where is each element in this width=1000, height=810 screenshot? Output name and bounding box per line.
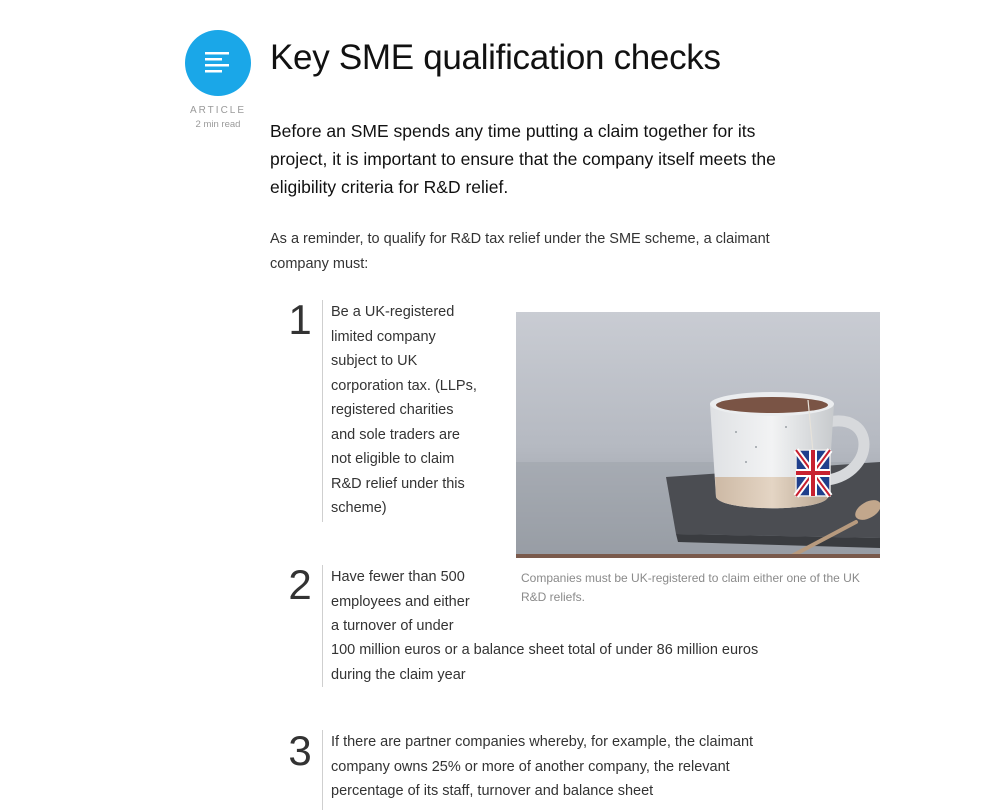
image-caption: Companies must be UK-registered to claim either one of the UK R&D reliefs.	[521, 571, 860, 604]
item-divider-2	[322, 565, 323, 687]
article-type-label: ARTICLE	[189, 105, 247, 116]
item-text-2-part-a: Have fewer than 500 employees and either a turnover of under	[331, 569, 470, 634]
item-text-3: If there are partner companies whereby, for example, the claimant company owns 25% or more of another company, the relevant percentage of its staff, turnover and balance sheet	[331, 734, 754, 799]
read-time: 2 min read	[195, 119, 241, 130]
article-badge	[185, 30, 251, 96]
item-number-1: 1	[288, 296, 312, 343]
item-text-2: 100 million euros or a balance sheet total of under 86 million euros during the claim year	[331, 642, 759, 683]
item-divider-1	[322, 300, 323, 522]
tea-cup-photo	[516, 312, 880, 558]
page-title: Key SME qualification checks	[270, 38, 721, 77]
article-image	[516, 312, 880, 558]
item-text-1: Be a UK-registered limited company subject to UK corporation tax. (LLPs, registered charities and sole traders are not eligible to claim R&D relief under this scheme)	[331, 304, 477, 516]
item-divider-3	[322, 730, 323, 810]
item-number-3: 3	[288, 727, 312, 774]
intro-paragraph: As a reminder, to qualify for R&D tax relief under the SME scheme, a claimant company must:	[270, 231, 770, 272]
lead-paragraph: Before an SME spends any time putting a claim together for its project, it is important to ensure that the company itself meets the eligibility criteria for R&D relief.	[270, 121, 776, 197]
text-lines-icon	[205, 52, 231, 74]
item-number-2: 2	[288, 561, 312, 608]
